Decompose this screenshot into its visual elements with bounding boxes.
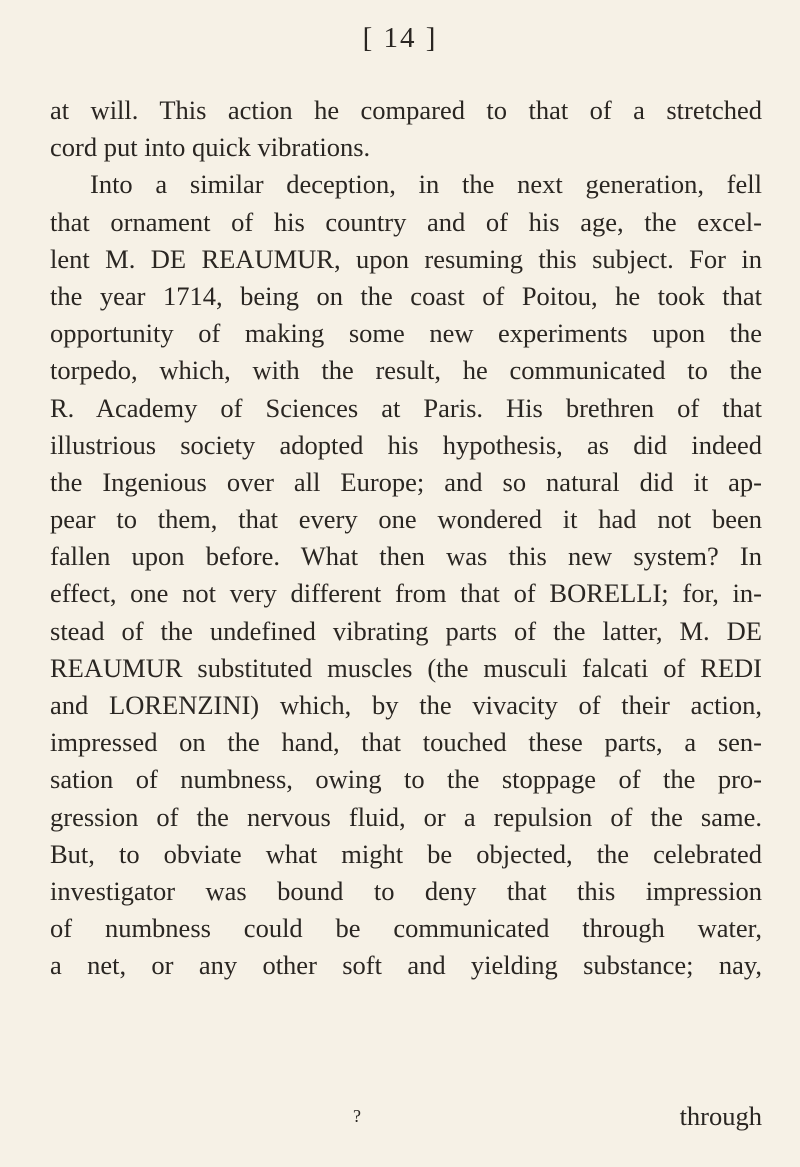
text-line: stead of the undefined vibrating parts of the latter, M. DE bbox=[50, 615, 762, 646]
text-line: REAUMUR substituted muscles (the musculi falcati of REDI bbox=[50, 652, 762, 683]
text-line: at will. This action he compared to that of a stretched bbox=[50, 95, 762, 125]
text-line: and LORENZINI) which, by the vivacity of their action, bbox=[50, 690, 762, 720]
text-line: lent M. DE REAUMUR, upon resuming this subject. For in bbox=[50, 243, 762, 274]
signature-mark: ? bbox=[353, 1106, 361, 1126]
page-number: [ 14 ] bbox=[362, 22, 438, 54]
text-line: R. Academy of Sciences at Paris. His brethren of that bbox=[50, 392, 762, 423]
text-line: Into a similar deception, in the next generation, fell bbox=[90, 169, 762, 200]
text-line: the year 1714, being on the coast of Poitou, he took that bbox=[50, 280, 762, 311]
text-line: gression of the nervous fluid, or a repulsion of the same. bbox=[50, 801, 762, 832]
text-line: cord put into quick vibrations. bbox=[50, 132, 371, 163]
catchword: through bbox=[679, 1101, 762, 1131]
text-line: investigator was bound to deny that this impression bbox=[50, 875, 762, 906]
text-line: sation of numbness, owing to the stoppage of the pro- bbox=[50, 764, 762, 795]
page-footer bbox=[50, 1098, 762, 1135]
text-line: illustrious society adopted his hypothesis, as did indeed bbox=[50, 429, 762, 460]
text-line: that ornament of his country and of his age, the excel- bbox=[50, 206, 762, 237]
text-line: impressed on the hand, that touched these parts, a sen- bbox=[50, 727, 762, 758]
text-line: effect, one not very different from that of BORELLI; for, in- bbox=[50, 578, 762, 609]
text-line: opportunity of making some new experiments upon the bbox=[50, 318, 762, 349]
text-line: torpedo, which, with the result, he communicated to the bbox=[50, 355, 762, 386]
text-line: But, to obviate what might be objected, the celebrated bbox=[50, 838, 762, 869]
text-line: fallen upon before. What then was this new system? In bbox=[50, 541, 762, 572]
text-line: a net, or any other soft and yielding substance; nay, bbox=[50, 950, 762, 981]
body-text bbox=[50, 92, 762, 985]
text-line: of numbness could be communicated through water, bbox=[50, 913, 762, 944]
text-line: the Ingenious over all Europe; and so natural did it ap- bbox=[50, 466, 762, 497]
text-line: pear to them, that every one wondered it had not been bbox=[50, 504, 762, 535]
